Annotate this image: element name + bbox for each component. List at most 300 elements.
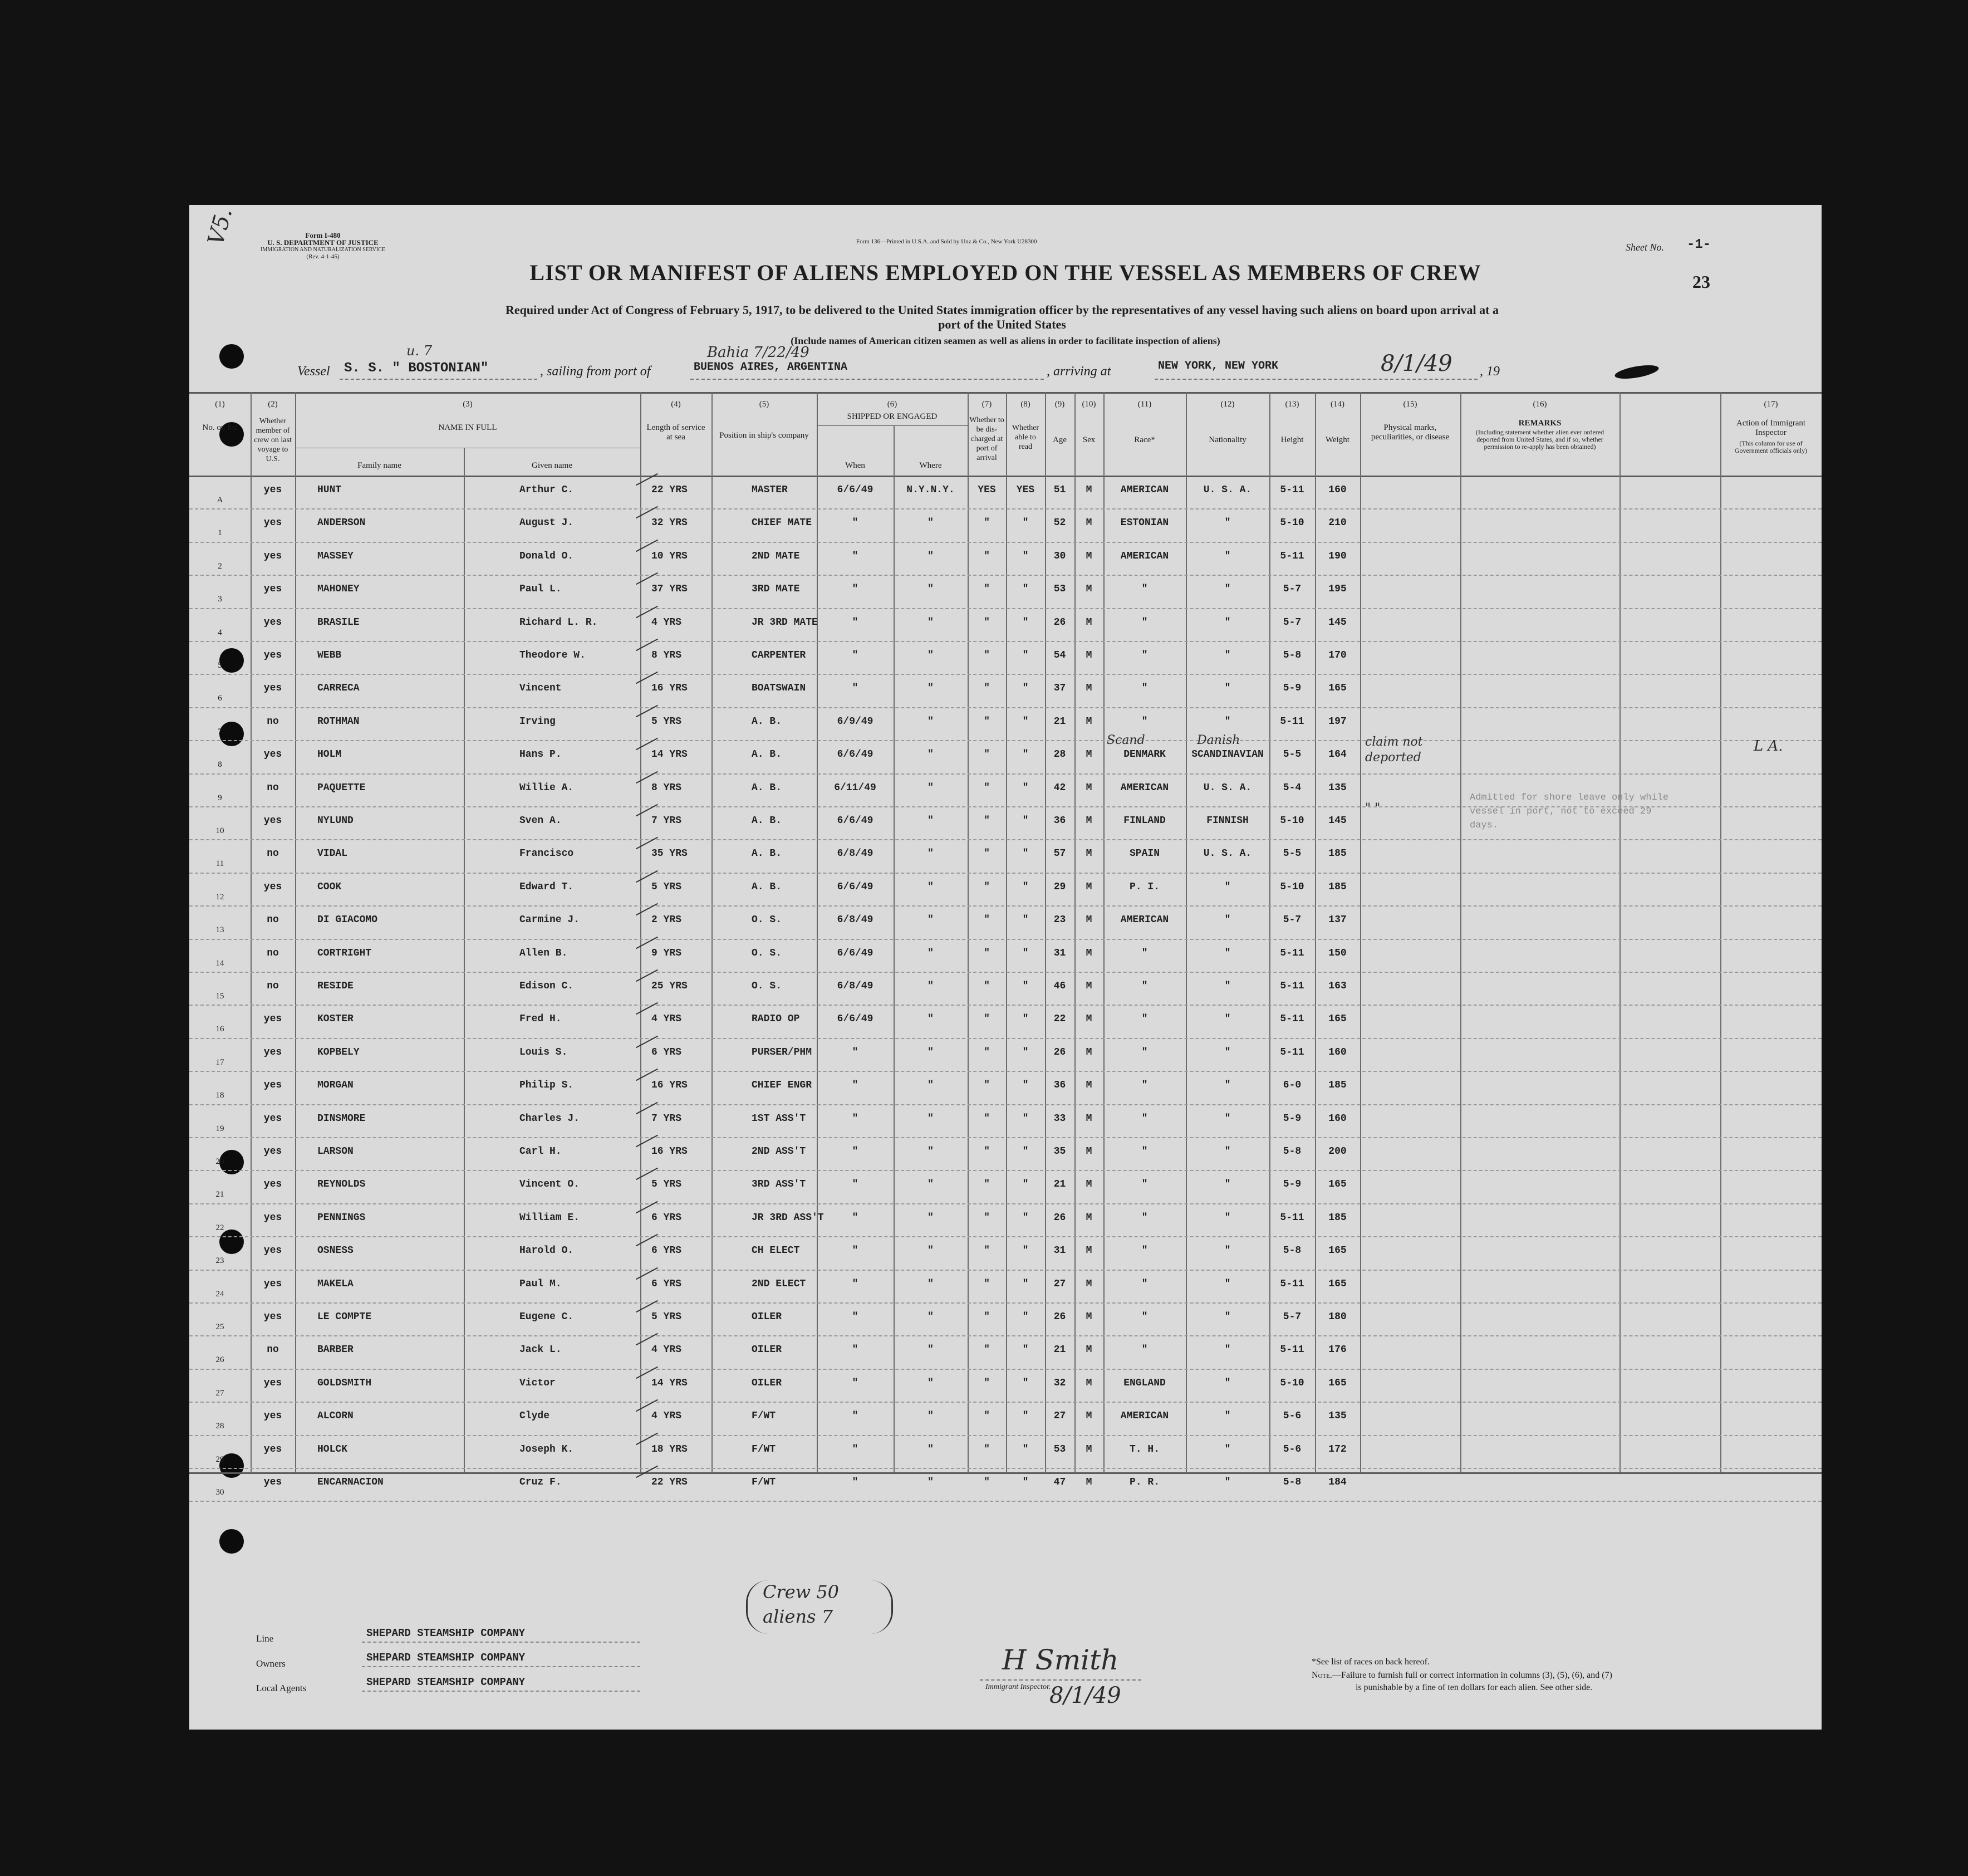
last-voyage: yes xyxy=(263,1046,282,1058)
height: 5-9 xyxy=(1283,1113,1302,1124)
shipped-when: 6/8/49 xyxy=(837,981,873,992)
header-weight: Weight xyxy=(1326,435,1349,444)
nationality: " xyxy=(1224,1344,1231,1356)
able-to-read: " xyxy=(1022,848,1029,860)
last-voyage: yes xyxy=(263,1245,282,1257)
weight: 145 xyxy=(1328,815,1347,826)
able-to-read: " xyxy=(1022,517,1029,529)
page-number: 23 xyxy=(1692,272,1710,292)
given-name: Carmine J. xyxy=(519,914,580,926)
race: " xyxy=(1141,616,1148,628)
race: " xyxy=(1141,1113,1148,1124)
race: " xyxy=(1141,716,1148,727)
table-row xyxy=(189,1304,1822,1336)
height: 5-11 xyxy=(1280,947,1304,959)
nationality: FINNISH xyxy=(1206,815,1249,826)
col-number: (12) xyxy=(1220,400,1235,409)
given-name: Paul M. xyxy=(519,1278,562,1290)
able-to-read: " xyxy=(1022,1212,1029,1223)
to-be-discharged: " xyxy=(984,1013,990,1025)
to-be-discharged: " xyxy=(984,1113,990,1124)
shipped-when: 6/11/49 xyxy=(834,782,876,793)
sex: M xyxy=(1086,484,1092,496)
family-name: HUNT xyxy=(317,484,342,496)
position: A. B. xyxy=(752,815,782,826)
length-of-service: 16 YRS xyxy=(651,1080,688,1091)
race: " xyxy=(1141,584,1148,595)
subtitle-note: (Include names of American citizen seamen as well as aliens in order to facilitate inspection of aliens) xyxy=(791,335,1220,346)
race: " xyxy=(1141,1344,1148,1356)
nationality: " xyxy=(1224,1080,1231,1091)
table-row xyxy=(189,1436,1822,1469)
sex: M xyxy=(1086,848,1092,860)
last-voyage: no xyxy=(267,848,279,860)
age: 26 xyxy=(1053,1311,1066,1322)
able-to-read: " xyxy=(1022,1013,1029,1025)
sex: M xyxy=(1086,1179,1092,1191)
family-name: DINSMORE xyxy=(317,1113,366,1124)
col-number: (6) xyxy=(887,400,897,409)
shipped-when: 6/9/49 xyxy=(837,716,873,727)
able-to-read: " xyxy=(1022,550,1029,562)
last-voyage: yes xyxy=(263,1146,282,1157)
nationality: " xyxy=(1224,1377,1231,1389)
header-position: Position in ship's company xyxy=(719,431,809,440)
able-to-read: " xyxy=(1022,1477,1029,1488)
last-voyage: no xyxy=(267,1344,279,1356)
weight: 164 xyxy=(1328,749,1347,761)
length-of-service: 5 YRS xyxy=(651,1179,682,1191)
table-row xyxy=(189,1204,1822,1237)
row-number: 12 xyxy=(215,892,224,902)
sex: M xyxy=(1086,881,1092,893)
weight: 165 xyxy=(1328,1013,1347,1025)
vessel-rule xyxy=(340,379,537,380)
sex: M xyxy=(1086,1212,1092,1223)
height: 5-7 xyxy=(1283,584,1302,595)
to-be-discharged: " xyxy=(984,616,990,628)
table-row xyxy=(189,1469,1822,1502)
table-row xyxy=(189,510,1822,542)
header-age: Age xyxy=(1053,435,1067,444)
to-be-discharged: " xyxy=(984,1377,990,1389)
corner-mark: V5. xyxy=(203,205,238,248)
race: " xyxy=(1141,650,1148,661)
shipped-when: " xyxy=(852,616,858,628)
weight: 200 xyxy=(1328,1146,1347,1157)
table-row xyxy=(189,940,1822,973)
nationality: " xyxy=(1224,981,1231,992)
row-number: 20 xyxy=(215,1157,224,1166)
shipped-where: " xyxy=(927,1278,934,1290)
nationality: " xyxy=(1224,683,1231,694)
to-be-discharged: " xyxy=(984,1046,990,1058)
weight: 172 xyxy=(1328,1443,1347,1455)
nationality: " xyxy=(1224,1113,1231,1124)
row-number: 25 xyxy=(215,1322,224,1331)
physical-marks-note: " " xyxy=(1365,801,1381,815)
length-of-service: 5 YRS xyxy=(651,1311,682,1322)
position: MASTER xyxy=(752,484,788,496)
col-number: (7) xyxy=(981,400,992,409)
sex: M xyxy=(1086,1113,1092,1124)
given-name: Francisco xyxy=(519,848,574,860)
sex: M xyxy=(1086,782,1092,793)
last-voyage: yes xyxy=(263,616,282,628)
race: DENMARK xyxy=(1123,749,1166,761)
able-to-read: " xyxy=(1022,981,1029,992)
shipped-where: " xyxy=(927,616,934,628)
given-name: Louis S. xyxy=(519,1046,568,1058)
header-action: Action of Immigrant Inspector xyxy=(1736,419,1806,437)
crew-table xyxy=(189,392,1822,1497)
last-voyage: yes xyxy=(263,881,282,893)
shipped-when: " xyxy=(852,1113,858,1124)
to-be-discharged: " xyxy=(984,914,990,926)
age: 27 xyxy=(1053,1410,1066,1422)
sex: M xyxy=(1086,616,1092,628)
sex: M xyxy=(1086,1080,1092,1091)
shipped-where: " xyxy=(927,1344,934,1356)
owners-label: Owners xyxy=(256,1658,286,1669)
race: " xyxy=(1141,683,1148,694)
last-voyage: no xyxy=(267,914,279,926)
weight: 185 xyxy=(1328,1212,1347,1223)
crew-note-line-1: Crew 50 xyxy=(763,1581,839,1603)
position: 3RD MATE xyxy=(752,584,800,595)
able-to-read: " xyxy=(1022,1179,1029,1191)
header-able-read: Whether able to read xyxy=(1012,424,1039,451)
given-name: Donald O. xyxy=(519,550,574,562)
position: 1ST ASS'T xyxy=(752,1113,806,1124)
to-be-discharged: " xyxy=(984,1212,990,1223)
length-of-service: 10 YRS xyxy=(651,550,688,562)
shipped-where: " xyxy=(927,1311,934,1322)
nationality: " xyxy=(1224,517,1231,529)
family-name: PAQUETTE xyxy=(317,782,366,793)
age: 28 xyxy=(1053,749,1066,761)
family-name: WEBB xyxy=(317,650,342,661)
shipped-where: " xyxy=(927,1113,934,1124)
age: 42 xyxy=(1053,782,1066,793)
age: 21 xyxy=(1053,1344,1066,1356)
table-row xyxy=(189,1105,1822,1138)
to-be-discharged: " xyxy=(984,1311,990,1322)
length-of-service: 16 YRS xyxy=(651,683,688,694)
family-name: LE COMPTE xyxy=(317,1311,372,1322)
able-to-read: " xyxy=(1022,650,1029,661)
row-number: 3 xyxy=(218,595,222,604)
nationality: " xyxy=(1224,716,1231,727)
last-voyage: yes xyxy=(263,484,282,496)
table-row xyxy=(189,1403,1822,1436)
nationality: " xyxy=(1224,881,1231,893)
length-of-service: 5 YRS xyxy=(651,881,682,893)
shipped-when: " xyxy=(852,550,858,562)
table-row xyxy=(189,1039,1822,1072)
position: 3RD ASS'T xyxy=(752,1179,806,1191)
height: 5-10 xyxy=(1280,1377,1304,1389)
given-name: Fred H. xyxy=(519,1013,562,1025)
given-name: Cruz F. xyxy=(519,1477,562,1488)
length-of-service: 6 YRS xyxy=(651,1278,682,1290)
position: CHIEF ENGR xyxy=(752,1080,812,1091)
to-be-discharged: " xyxy=(984,1278,990,1290)
height: 5-11 xyxy=(1280,484,1304,496)
age: 26 xyxy=(1053,1212,1066,1223)
to-be-discharged: " xyxy=(984,1410,990,1422)
family-name: GOLDSMITH xyxy=(317,1377,372,1389)
position: A. B. xyxy=(752,749,782,761)
race: P. R. xyxy=(1129,1477,1160,1488)
sex: M xyxy=(1086,1443,1092,1455)
height: 5-8 xyxy=(1283,650,1302,661)
nationality: SCANDINAVIAN xyxy=(1191,749,1264,761)
shipped-when: " xyxy=(852,1278,858,1290)
given-name: William E. xyxy=(519,1212,580,1223)
row-number: 30 xyxy=(215,1488,224,1497)
family-name: ROTHMAN xyxy=(317,716,360,727)
length-of-service: 7 YRS xyxy=(651,1113,682,1124)
header-discharged: Whether to be dis-charged at port of arrival xyxy=(969,416,1004,462)
shipped-when: " xyxy=(852,683,858,694)
table-row xyxy=(189,907,1822,939)
weight: 170 xyxy=(1328,650,1347,661)
age: 22 xyxy=(1053,1013,1066,1025)
last-voyage: yes xyxy=(263,683,282,694)
shipped-where: " xyxy=(927,683,934,694)
height: 5-8 xyxy=(1283,1245,1302,1257)
physical-marks-note: claim not deported xyxy=(1365,735,1423,765)
position: OILER xyxy=(752,1344,782,1356)
able-to-read: " xyxy=(1022,1311,1029,1322)
sex: M xyxy=(1086,1046,1092,1058)
nationality: " xyxy=(1224,1443,1231,1455)
note-label: Note. xyxy=(1312,1671,1332,1680)
to-be-discharged: " xyxy=(984,981,990,992)
able-to-read: " xyxy=(1022,1410,1029,1422)
able-to-read: " xyxy=(1022,584,1029,595)
punch-hole xyxy=(219,1529,244,1554)
arriving-label: , arriving at xyxy=(1047,364,1111,379)
shipped-when: " xyxy=(852,1410,858,1422)
race: ENGLAND xyxy=(1123,1377,1166,1389)
last-voyage: yes xyxy=(263,1377,282,1389)
nationality: " xyxy=(1224,1477,1231,1488)
family-name: HOLM xyxy=(317,749,342,761)
length-of-service: 14 YRS xyxy=(651,1377,688,1389)
arrival-port: NEW YORK, NEW YORK xyxy=(1158,360,1279,373)
col-number: (10) xyxy=(1082,400,1096,409)
row-number: 13 xyxy=(215,925,224,935)
agents-value: SHEPARD STEAMSHIP COMPANY xyxy=(366,1676,526,1688)
header-given-name: Given name xyxy=(532,461,572,470)
length-of-service: 35 YRS xyxy=(651,848,688,860)
header-height: Height xyxy=(1280,435,1304,444)
height: 5-11 xyxy=(1280,1344,1304,1356)
able-to-read: " xyxy=(1022,1377,1029,1389)
able-to-read: " xyxy=(1022,1146,1029,1157)
last-voyage: yes xyxy=(263,1212,282,1223)
age: 36 xyxy=(1053,1080,1066,1091)
row-number: 4 xyxy=(218,628,222,637)
remarks-stamp: Admitted for shore leave only while vessel in port, not to exceed 29 days. xyxy=(1470,792,1669,831)
shipped-when: 6/6/49 xyxy=(837,484,873,496)
able-to-read: " xyxy=(1022,616,1029,628)
family-name: CORTRIGHT xyxy=(317,947,372,959)
shipped-where: " xyxy=(927,1013,934,1025)
shipped-when: " xyxy=(852,650,858,661)
position: OILER xyxy=(752,1311,782,1322)
nationality: " xyxy=(1224,1146,1231,1157)
header-family-name: Family name xyxy=(357,461,401,470)
vessel-name: S. S. " BOSTONIAN" xyxy=(344,361,489,376)
last-voyage: yes xyxy=(263,1410,282,1422)
shipped-where: " xyxy=(927,848,934,860)
given-name: Jack L. xyxy=(519,1344,562,1356)
shipped-where: " xyxy=(927,914,934,926)
subtitle-line-1: Required under Act of Congress of February 5, 1917, to be delivered to the United States immigration officer by the representatives of any vessel having such aliens on board upon arrival at a xyxy=(506,303,1499,317)
row-number: 16 xyxy=(215,1025,224,1034)
col-number: (14) xyxy=(1331,400,1344,409)
nationality-annotation: Danish xyxy=(1197,733,1240,748)
weight: 184 xyxy=(1328,1477,1347,1488)
family-name: ENCARNACION xyxy=(317,1477,384,1488)
port-rule xyxy=(690,379,1044,380)
last-voyage: no xyxy=(267,716,279,727)
height: 5-7 xyxy=(1283,914,1302,926)
races-note: *See list of races on back hereof. xyxy=(1312,1657,1430,1667)
last-voyage: yes xyxy=(263,1443,282,1455)
height: 5-4 xyxy=(1283,782,1302,793)
able-to-read: " xyxy=(1022,881,1029,893)
race: " xyxy=(1141,947,1148,959)
agents-rule xyxy=(362,1691,640,1692)
race: AMERICAN xyxy=(1120,484,1169,496)
sex: M xyxy=(1086,1146,1092,1157)
weight: 165 xyxy=(1328,1179,1347,1191)
col-number: (17) xyxy=(1764,400,1778,409)
header-remarks-note: (Including statement whether alien ever ordered deported from United States, and if so, whether permission to re-apply has been obtained) xyxy=(1475,428,1604,450)
race: " xyxy=(1141,1146,1148,1157)
header-sex: Sex xyxy=(1082,435,1096,444)
weight: 165 xyxy=(1328,1377,1347,1389)
family-name: MORGAN xyxy=(317,1080,354,1091)
col-number: (3) xyxy=(463,400,473,409)
shipped-subheader-rule xyxy=(817,425,968,426)
sex: M xyxy=(1086,749,1092,761)
family-name: VIDAL xyxy=(317,848,348,860)
to-be-discharged: " xyxy=(984,947,990,959)
owners-value: SHEPARD STEAMSHIP COMPANY xyxy=(366,1652,526,1664)
length-of-service: 8 YRS xyxy=(651,782,682,793)
sex: M xyxy=(1086,517,1092,529)
nationality: " xyxy=(1224,584,1231,595)
position: BOATSWAIN xyxy=(752,683,806,694)
manifest-sheet xyxy=(189,205,1822,1730)
table-row xyxy=(189,1336,1822,1369)
age: 21 xyxy=(1053,1179,1066,1191)
vessel-label: Vessel xyxy=(297,364,330,379)
family-name: LARSON xyxy=(317,1146,354,1157)
position: F/WT xyxy=(752,1410,776,1422)
last-voyage: yes xyxy=(263,1013,282,1025)
row-number: 28 xyxy=(215,1422,224,1431)
nationality: " xyxy=(1224,1245,1231,1257)
nationality: " xyxy=(1224,1278,1231,1290)
length-of-service: 18 YRS xyxy=(651,1443,688,1455)
sex: M xyxy=(1086,1477,1092,1488)
race: ESTONIAN xyxy=(1120,517,1169,529)
shipped-where: " xyxy=(927,650,934,661)
shipped-where: " xyxy=(927,1146,934,1157)
weight: 160 xyxy=(1328,484,1347,496)
weight: 197 xyxy=(1328,716,1347,727)
length-of-service: 2 YRS xyxy=(651,914,682,926)
subtitle-line-2: port of the United States xyxy=(938,317,1066,331)
table-row xyxy=(189,1138,1822,1171)
family-name: CARRECA xyxy=(317,683,360,694)
nationality: " xyxy=(1224,1013,1231,1025)
shipped-where: " xyxy=(927,881,934,893)
shipped-where: " xyxy=(927,550,934,562)
age: 51 xyxy=(1053,484,1066,496)
able-to-read: " xyxy=(1022,1344,1029,1356)
line-value: SHEPARD STEAMSHIP COMPANY xyxy=(366,1627,526,1639)
given-name: Paul L. xyxy=(519,584,562,595)
race: " xyxy=(1141,1212,1148,1223)
age: 35 xyxy=(1053,1146,1066,1157)
length-of-service: 6 YRS xyxy=(651,1245,682,1257)
able-to-read: " xyxy=(1022,1443,1029,1455)
crew-note-line-2: aliens 7 xyxy=(763,1606,833,1627)
height: 5-8 xyxy=(1283,1477,1302,1488)
age: 53 xyxy=(1053,1443,1066,1455)
height: 5-11 xyxy=(1280,1278,1304,1290)
race: P. I. xyxy=(1129,881,1160,893)
family-name: RESIDE xyxy=(317,981,354,992)
printer-line: Form 136—Printed in U.S.A. and Sold by Unz & Co., New York U28300 xyxy=(856,238,1037,245)
row-number: 29 xyxy=(215,1454,224,1464)
height: 5-11 xyxy=(1280,981,1304,992)
last-voyage: yes xyxy=(263,1477,282,1488)
age: 21 xyxy=(1053,716,1066,727)
inspector-rule xyxy=(980,1679,1141,1681)
shipped-when: " xyxy=(852,1344,858,1356)
shipped-when: 6/6/49 xyxy=(837,881,873,893)
sex: M xyxy=(1086,947,1092,959)
age: 26 xyxy=(1053,1046,1066,1058)
weight: 185 xyxy=(1328,1080,1347,1091)
shipped-where: " xyxy=(927,1245,934,1257)
last-voyage: yes xyxy=(263,517,282,529)
header-where: Where xyxy=(919,461,942,470)
col-number: (16) xyxy=(1533,400,1547,409)
able-to-read: " xyxy=(1022,716,1029,727)
to-be-discharged: " xyxy=(984,650,990,661)
to-be-discharged: " xyxy=(984,881,990,893)
given-name: Charles J. xyxy=(519,1113,580,1124)
length-of-service: 37 YRS xyxy=(651,584,688,595)
table-row xyxy=(189,1237,1822,1270)
given-name: Philip S. xyxy=(519,1080,574,1091)
table-row xyxy=(189,792,1822,840)
height: 5-10 xyxy=(1280,815,1304,826)
table-row xyxy=(189,1171,1822,1204)
nationality: " xyxy=(1224,1311,1231,1322)
age: 47 xyxy=(1053,1477,1066,1488)
last-voyage: yes xyxy=(263,1179,282,1191)
